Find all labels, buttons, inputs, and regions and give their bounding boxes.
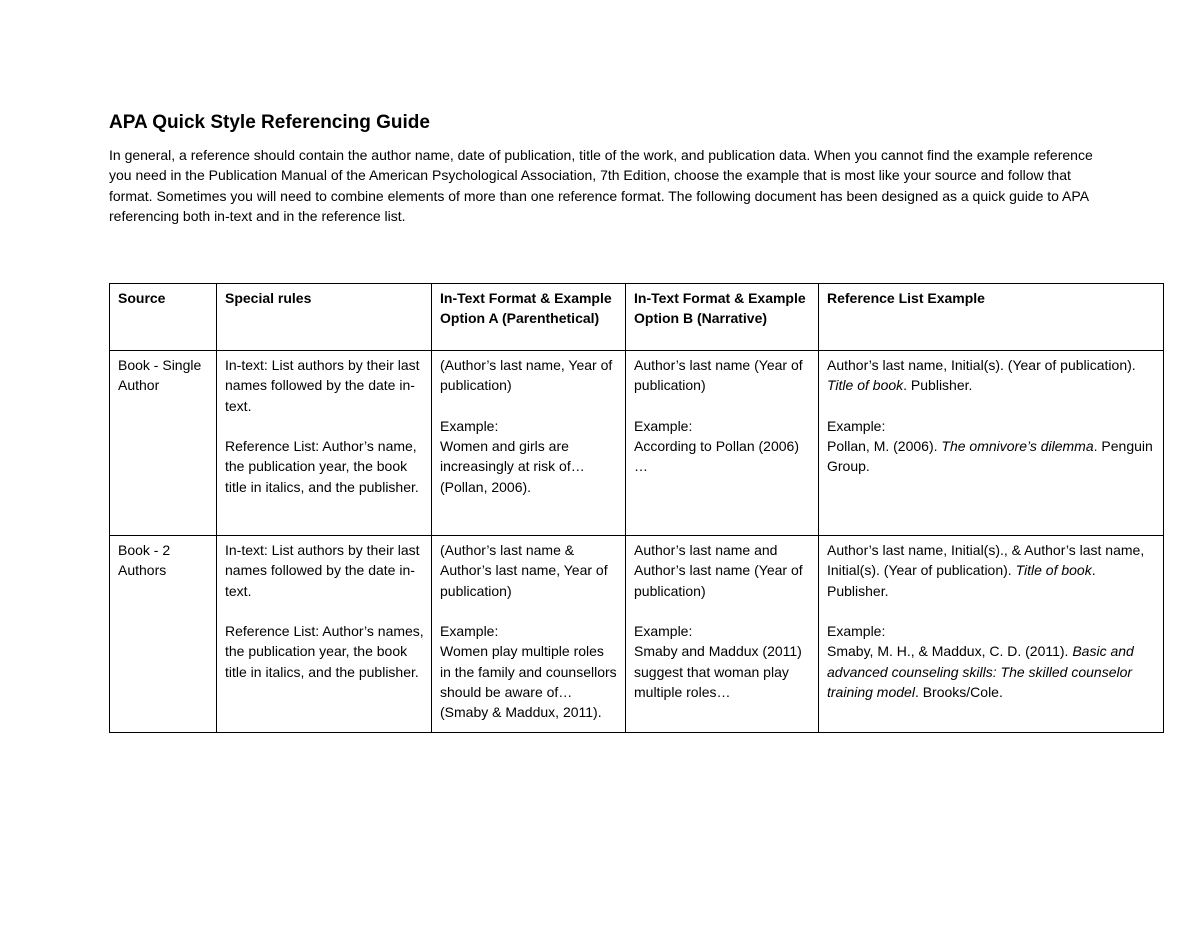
option-b-cell [626,536,819,733]
rule-intext: In-text: List authors by their last names followed by the date in-text. [225,542,420,599]
example-label: Example: [827,417,886,434]
table-header-row [110,284,1164,351]
special-rules-cell [217,351,432,536]
reference-list-cell [819,351,1164,536]
option-b-format: Author’s last name (Year of publication) [634,357,803,394]
table-row [110,351,1164,536]
header-source: Source [110,284,217,351]
header-option-a: In-Text Format & Example Option A (Parenthetical) [432,284,626,351]
header-reference-list: Reference List Example [819,284,1164,351]
reference-list-cell [819,536,1164,733]
option-a-format: (Author’s last name, Year of publication) [440,357,613,394]
example-label: Example: [440,417,499,434]
example-label: Example: [827,623,886,640]
page-title: APA Quick Style Referencing Guide [109,112,430,133]
header-special-rules: Special rules [217,284,432,351]
option-b-example: According to Pollan (2006) … [634,438,799,475]
intro-paragraph: In general, a reference should contain the author name, date of publication, title of the work, and publication data. When you cannot find the example reference you need in the Publication Manual of the American Psychological Association, 7th Edition, choose the example that is most like your source and follow that format. Sometimes you will need to combine elements of more than one reference format. The following document has been designed as a quick guide to APA referencing both in-text and in the reference list. [109,147,1093,224]
source-cell: Book - 2 Authors [110,536,217,733]
rule-reference-list: Reference List: Author’s names, the publication year, the book title in italics, and the publisher. [225,623,424,680]
option-a-cell [432,351,626,536]
option-a-format: (Author’s last name & Author’s last name, Year of publication) [440,542,608,599]
reference-format: Author’s last name, Initial(s). (Year of publication). Title of book. Publisher. [827,357,1136,394]
table-row [110,536,1164,733]
example-label: Example: [440,623,499,640]
option-a-example: Women and girls are increasingly at risk of… (Pollan, 2006). [440,438,585,495]
reference-format: Author’s last name, Initial(s)., & Author’s last name, Initial(s). (Year of publication). Title of book. Publisher. [827,542,1145,599]
reference-guide-table [109,283,1164,733]
example-label: Example: [634,623,693,640]
header-option-b: In-Text Format & Example Option B (Narrative) [626,284,819,351]
option-a-example: Women play multiple roles in the family and counsellors should be aware of… (Smaby & Maddux, 2011). [440,643,617,721]
reference-example: Pollan, M. (2006). The omnivore’s dilemma. Penguin Group. [827,438,1153,475]
source-cell: Book - Single Author [110,351,217,536]
rule-intext: In-text: List authors by their last names followed by the date in-text. [225,357,420,414]
reference-example: Smaby, M. H., & Maddux, C. D. (2011). Basic and advanced counseling skills: The skilled counselor training model. Brooks/Cole. [827,643,1134,701]
option-b-example: Smaby and Maddux (2011) suggest that woman play multiple roles… [634,643,802,701]
option-b-format: Author’s last name and Author’s last name (Year of publication) [634,542,803,599]
special-rules-cell [217,536,432,733]
option-a-cell [432,536,626,733]
option-b-cell [626,351,819,536]
example-label: Example: [634,417,693,434]
rule-reference-list: Reference List: Author’s name, the publication year, the book title in italics, and the publisher. [225,438,419,495]
